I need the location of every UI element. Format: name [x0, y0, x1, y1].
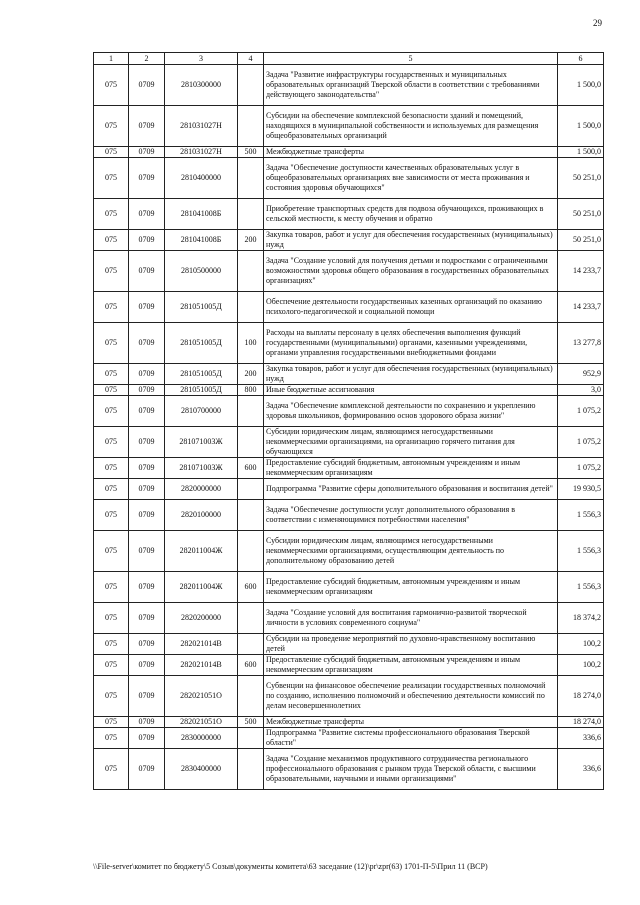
- cell-c1: 075: [94, 364, 129, 385]
- cell-desc: Задача "Обеспечение комплексной деятельности по сохранению и укреплению здоровья школьников, формированию основ здорового образа жизни": [264, 396, 558, 427]
- header-cell: 4: [238, 53, 264, 65]
- cell-amt: 1 500,0: [558, 106, 604, 147]
- cell-c3: 2810700000: [165, 396, 238, 427]
- cell-amt: 1 075,2: [558, 458, 604, 479]
- cell-c2: 0709: [129, 292, 165, 323]
- cell-c3: 282011004Ж: [165, 572, 238, 603]
- cell-c3: 281031027Н: [165, 147, 238, 158]
- cell-c3: 2820000000: [165, 479, 238, 500]
- cell-c4: 500: [238, 147, 264, 158]
- table-row: [94, 717, 604, 728]
- cell-desc: Подпрограмма "Развитие системы профессионального образования Тверской области": [264, 728, 558, 749]
- cell-c2: 0709: [129, 230, 165, 251]
- cell-c1: 075: [94, 500, 129, 531]
- cell-c4: 600: [238, 655, 264, 676]
- table-row: [94, 147, 604, 158]
- cell-c2: 0709: [129, 251, 165, 292]
- table-row: [94, 676, 604, 717]
- cell-c1: 075: [94, 65, 129, 106]
- cell-c4: [238, 396, 264, 427]
- table-row: [94, 65, 604, 106]
- cell-c2: 0709: [129, 603, 165, 634]
- cell-c3: 281051005Д: [165, 323, 238, 364]
- cell-desc: Иные бюджетные ассигнования: [264, 385, 558, 396]
- cell-c4: 100: [238, 323, 264, 364]
- cell-c2: 0709: [129, 147, 165, 158]
- cell-c4: [238, 251, 264, 292]
- cell-c2: 0709: [129, 323, 165, 364]
- table-row: [94, 427, 604, 458]
- cell-desc: Закупка товаров, работ и услуг для обеспечения государственных (муниципальных) нужд: [264, 230, 558, 251]
- cell-c3: 281051005Д: [165, 385, 238, 396]
- header-cell: 3: [165, 53, 238, 65]
- cell-amt: 13 277,8: [558, 323, 604, 364]
- cell-c3: 281071003Ж: [165, 458, 238, 479]
- cell-amt: 3,0: [558, 385, 604, 396]
- cell-c4: [238, 199, 264, 230]
- cell-c3: 281071003Ж: [165, 427, 238, 458]
- cell-desc: Задача "Создание механизмов продуктивного сотрудничества регионального профессионального образования с рынком труда Тверской области, с высшими образовательными, научными и иными организациями": [264, 749, 558, 790]
- table-row: [94, 572, 604, 603]
- table-body: [94, 65, 604, 790]
- cell-c1: 075: [94, 106, 129, 147]
- cell-c4: [238, 479, 264, 500]
- cell-desc: Расходы на выплаты персоналу в целях обеспечения выполнения функций государственными (муниципальными) органами, казенными учреждениями, органами управления государственными внебюджетными фондами: [264, 323, 558, 364]
- cell-c1: 075: [94, 717, 129, 728]
- cell-desc: Предоставление субсидий бюджетным, автономным учреждениям и иным некоммерческим организациям: [264, 572, 558, 603]
- cell-c2: 0709: [129, 717, 165, 728]
- cell-c4: [238, 292, 264, 323]
- cell-desc: Предоставление субсидий бюджетным, автономным учреждениям и иным некоммерческим организациям: [264, 655, 558, 676]
- cell-amt: 18 274,0: [558, 676, 604, 717]
- table-row: [94, 158, 604, 199]
- table-row: [94, 251, 604, 292]
- cell-c4: 200: [238, 364, 264, 385]
- cell-desc: Задача "Создание условий для воспитания гармонично-развитой творческой личности в условиях современного социума": [264, 603, 558, 634]
- cell-amt: 952,9: [558, 364, 604, 385]
- table-row: [94, 500, 604, 531]
- cell-amt: 18 374,2: [558, 603, 604, 634]
- page-number: 29: [593, 18, 602, 28]
- cell-c2: 0709: [129, 728, 165, 749]
- cell-amt: 336,6: [558, 728, 604, 749]
- header-row: [94, 53, 604, 65]
- cell-c2: 0709: [129, 396, 165, 427]
- cell-c4: [238, 106, 264, 147]
- cell-c3: 281051005Д: [165, 364, 238, 385]
- table-row: [94, 458, 604, 479]
- cell-c3: 2830000000: [165, 728, 238, 749]
- cell-amt: 100,2: [558, 634, 604, 655]
- cell-c2: 0709: [129, 65, 165, 106]
- table-row: [94, 199, 604, 230]
- cell-c1: 075: [94, 531, 129, 572]
- cell-c1: 075: [94, 603, 129, 634]
- cell-c2: 0709: [129, 199, 165, 230]
- cell-c1: 075: [94, 458, 129, 479]
- cell-c3: 282021014В: [165, 655, 238, 676]
- cell-amt: 1 075,2: [558, 396, 604, 427]
- cell-c1: 075: [94, 572, 129, 603]
- cell-c2: 0709: [129, 158, 165, 199]
- cell-c4: [238, 500, 264, 531]
- cell-amt: 1 500,0: [558, 65, 604, 106]
- cell-c2: 0709: [129, 749, 165, 790]
- table-row: [94, 292, 604, 323]
- cell-c3: 281041008Б: [165, 199, 238, 230]
- cell-amt: 1 556,3: [558, 572, 604, 603]
- cell-desc: Межбюджетные трансферты: [264, 147, 558, 158]
- cell-c2: 0709: [129, 572, 165, 603]
- cell-amt: 18 274,0: [558, 717, 604, 728]
- cell-c1: 075: [94, 655, 129, 676]
- cell-amt: 336,6: [558, 749, 604, 790]
- cell-c4: 600: [238, 458, 264, 479]
- cell-c3: 282021014В: [165, 634, 238, 655]
- table-row: [94, 323, 604, 364]
- cell-c1: 075: [94, 385, 129, 396]
- table-row: [94, 634, 604, 655]
- cell-c3: 2820200000: [165, 603, 238, 634]
- cell-desc: Субсидии на проведение мероприятий по духовно-нравственному воспитанию детей: [264, 634, 558, 655]
- table-row: [94, 531, 604, 572]
- cell-c2: 0709: [129, 634, 165, 655]
- cell-c1: 075: [94, 634, 129, 655]
- cell-c4: 500: [238, 717, 264, 728]
- budget-table: [93, 52, 604, 790]
- cell-desc: Субвенции на финансовое обеспечение реализации государственных полномочий по созданию, исполнению полномочий и обеспечению деятельности комиссий по делам несовершеннолетних: [264, 676, 558, 717]
- cell-c4: 800: [238, 385, 264, 396]
- cell-c3: 281031027Н: [165, 106, 238, 147]
- cell-c2: 0709: [129, 364, 165, 385]
- table-row: [94, 364, 604, 385]
- cell-amt: 100,2: [558, 655, 604, 676]
- cell-c3: 2820100000: [165, 500, 238, 531]
- cell-c2: 0709: [129, 458, 165, 479]
- cell-amt: 50 251,0: [558, 158, 604, 199]
- cell-c1: 075: [94, 199, 129, 230]
- cell-c4: [238, 158, 264, 199]
- header-cell: 2: [129, 53, 165, 65]
- table-row: [94, 396, 604, 427]
- cell-desc: Задача "Обеспечение доступности услуг дополнительного образования в соответствии с изменяющимися потребностями населения": [264, 500, 558, 531]
- header-cell: 6: [558, 53, 604, 65]
- cell-c1: 075: [94, 479, 129, 500]
- cell-c3: 282021051О: [165, 676, 238, 717]
- table-row: [94, 385, 604, 396]
- cell-desc: Субсидии на обеспечение комплексной безопасности зданий и помещений, находящихся в муниципальной собственности и используемых для размещения общеобразовательных организаций: [264, 106, 558, 147]
- cell-c1: 075: [94, 427, 129, 458]
- cell-c1: 075: [94, 728, 129, 749]
- cell-c4: [238, 749, 264, 790]
- cell-c4: [238, 427, 264, 458]
- cell-c1: 075: [94, 323, 129, 364]
- cell-desc: Субсидии юридическим лицам, являющимся негосударственными некоммерческими организациями, осуществляющим деятельность по дополнительному образованию детей: [264, 531, 558, 572]
- cell-c2: 0709: [129, 676, 165, 717]
- cell-amt: 1 556,3: [558, 531, 604, 572]
- cell-amt: 1 075,2: [558, 427, 604, 458]
- cell-c3: 281051005Д: [165, 292, 238, 323]
- cell-amt: 1 556,3: [558, 500, 604, 531]
- cell-c1: 075: [94, 676, 129, 717]
- cell-c3: 2810500000: [165, 251, 238, 292]
- cell-desc: Подпрограмма "Развитие сферы дополнительного образования и воспитания детей": [264, 479, 558, 500]
- cell-c1: 075: [94, 396, 129, 427]
- table-row: [94, 479, 604, 500]
- table-row: [94, 230, 604, 251]
- cell-c2: 0709: [129, 385, 165, 396]
- cell-c3: 2830400000: [165, 749, 238, 790]
- cell-c4: [238, 634, 264, 655]
- cell-desc: Задача "Создание условий для получения детьми и подростками с ограниченными возможностями здоровья общего образования в государственных образовательных организациях": [264, 251, 558, 292]
- table-row: [94, 655, 604, 676]
- header-cell: 1: [94, 53, 129, 65]
- cell-c4: [238, 65, 264, 106]
- cell-c1: 075: [94, 230, 129, 251]
- cell-desc: Обеспечение деятельности государственных казенных организаций по оказанию психолого-педагогической и социальной помощи: [264, 292, 558, 323]
- cell-c1: 075: [94, 158, 129, 199]
- cell-c2: 0709: [129, 479, 165, 500]
- cell-c1: 075: [94, 251, 129, 292]
- cell-c4: [238, 531, 264, 572]
- cell-c3: 281041008Б: [165, 230, 238, 251]
- cell-c3: 2810400000: [165, 158, 238, 199]
- cell-desc: Межбюджетные трансферты: [264, 717, 558, 728]
- cell-c4: [238, 676, 264, 717]
- cell-desc: Задача "Обеспечение доступности качественных образовательных услуг в общеобразовательных организациях вне зависимости от места проживания и состояния здоровья обучающихся": [264, 158, 558, 199]
- cell-c2: 0709: [129, 531, 165, 572]
- cell-c4: [238, 728, 264, 749]
- cell-amt: 14 233,7: [558, 292, 604, 323]
- cell-desc: Приобретение транспортных средств для подвоза обучающихся, проживающих в сельской местности, к месту обучения и обратно: [264, 199, 558, 230]
- cell-amt: 14 233,7: [558, 251, 604, 292]
- table-row: [94, 749, 604, 790]
- cell-c4: 600: [238, 572, 264, 603]
- cell-c3: 282021051О: [165, 717, 238, 728]
- cell-amt: 50 251,0: [558, 199, 604, 230]
- cell-amt: 50 251,0: [558, 230, 604, 251]
- table-row: [94, 603, 604, 634]
- cell-c2: 0709: [129, 427, 165, 458]
- cell-c3: 2810300000: [165, 65, 238, 106]
- cell-c1: 075: [94, 292, 129, 323]
- cell-c2: 0709: [129, 500, 165, 531]
- cell-c1: 075: [94, 749, 129, 790]
- cell-amt: 19 930,5: [558, 479, 604, 500]
- cell-c3: 282011004Ж: [165, 531, 238, 572]
- footer-path: \\File-server\комитет по бюджету\5 Созыв\документы комитета\63 заседание (12)\pr\zpr(63) 1701-П-5\Прил 11 (ВСР): [93, 862, 488, 871]
- cell-desc: Задача "Развитие инфраструктуры государственных и муниципальных образовательных организаций Тверской области в соответствии с требованиями действующего законодательства": [264, 65, 558, 106]
- cell-desc: Субсидии юридическим лицам, являющимся негосударственными некоммерческими организациями, на организацию горячего питания для обучающихся: [264, 427, 558, 458]
- cell-c2: 0709: [129, 655, 165, 676]
- cell-c4: [238, 603, 264, 634]
- cell-desc: Закупка товаров, работ и услуг для обеспечения государственных (муниципальных) нужд: [264, 364, 558, 385]
- cell-c4: 200: [238, 230, 264, 251]
- table-row: [94, 728, 604, 749]
- table-row: [94, 106, 604, 147]
- cell-desc: Предоставление субсидий бюджетным, автономным учреждениям и иным некоммерческим организациям: [264, 458, 558, 479]
- cell-c2: 0709: [129, 106, 165, 147]
- cell-amt: 1 500,0: [558, 147, 604, 158]
- cell-c1: 075: [94, 147, 129, 158]
- header-cell: 5: [264, 53, 558, 65]
